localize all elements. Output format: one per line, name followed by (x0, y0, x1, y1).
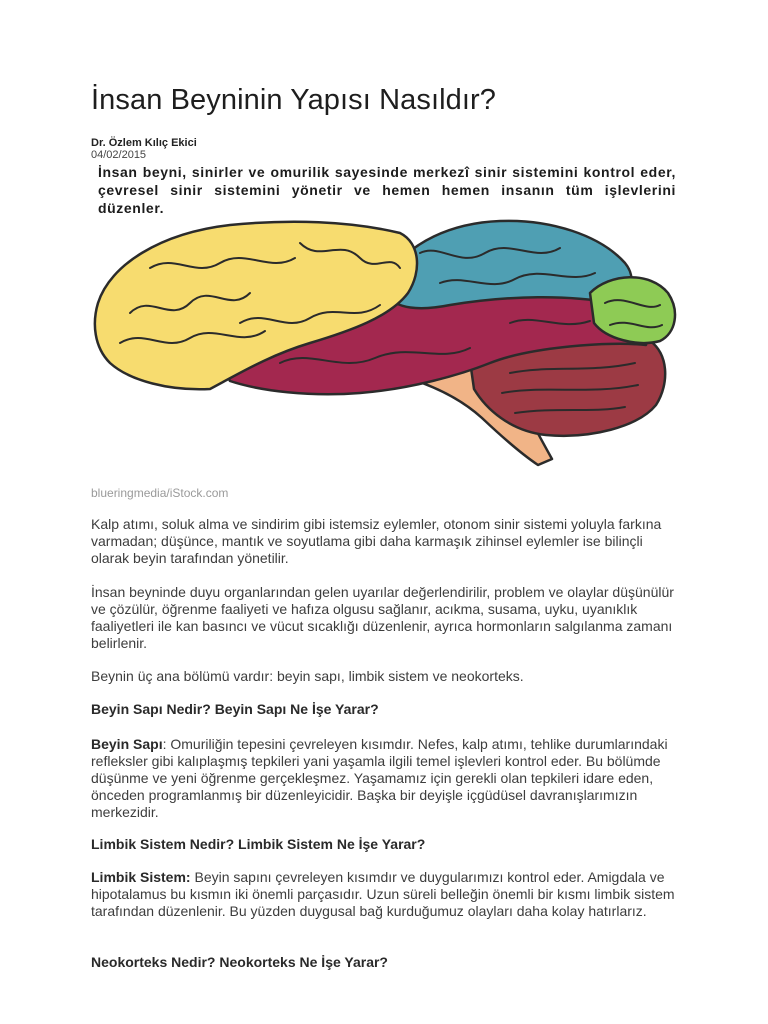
heading-neocortex: Neokorteks Nedir? Neokorteks Ne İşe Yarar? (91, 954, 388, 970)
brainstem-text: : Omuriliğin tepesini çevreleyen kısımdır. Nefes, kalp atımı, tehlike durumlarındaki refleksler gibi kalıplaşmış tepkileri yani yaşamla ilgili temel işlevleri kontrol eder. Bu bölümde düşünme ve yeni öğrenme gerçekleşmez. Yaşamamız için gerekli olan tepkileri idare eden, önceden programlanmış bir düzenleyicidir. Başka bir deyişle içgüdüsel davranışlarımızın merkezidir. (91, 736, 668, 820)
brainstem-term: Beyin Sapı (91, 736, 163, 752)
limbic-text: Beyin sapını çevreleyen kısımdır ve duygularımızı kontrol eder. Amigdala ve hipotalamus bu kısmın iki önemli parçasıdır. Uzun süreli belleğin önemli bir kısmı limbik sistem tarafından düzenlenir. Bu yüzden duygusal bağ kurduğumuz olayları daha kolay hatırlarız. (91, 869, 675, 919)
article-title: İnsan Beyninin Yapısı Nasıldır? (91, 84, 497, 116)
paragraph-brainstem (91, 736, 681, 821)
paragraph-limbic (91, 869, 681, 920)
paragraph-1: Kalp atımı, soluk alma ve sindirim gibi istemsiz eylemler, otonom sinir sistemi yoluyla farkına varmadan; düşünce, mantık ve soyutlama gibi daha karmaşık zihinsel eylemler ise bilinçli olarak beyin tarafından yönetilir. (91, 516, 662, 566)
article-date: 04/02/2015 (91, 149, 147, 161)
paragraph-3: Beynin üç ana bölümü vardır: beyin sapı, limbik sistem ve neokorteks. (91, 668, 524, 684)
article-lead: İnsan beyni, sinirler ve omurilik sayesinde merkezî sinir sistemini kontrol eder, çevresel sinir sistemini yönetir ve hemen hemen insanın tüm işlevlerini düzenler. (98, 164, 676, 216)
brain-illustration-icon (90, 213, 678, 475)
image-credit: blueringmedia/iStock.com (91, 486, 229, 500)
article-author[interactable]: Dr. Özlem Kılıç Ekici (91, 137, 197, 149)
heading-brainstem: Beyin Sapı Nedir? Beyin Sapı Ne İşe Yarar? (91, 701, 379, 717)
limbic-term: Limbik Sistem: (91, 869, 191, 885)
paragraph-2: İnsan beyninde duyu organlarından gelen uyarılar değerlendirilir, problem ve olaylar düşünülür ve çözülür, öğrenme faaliyeti ve hafıza olgusu sağlanır, acıkma, susama, uyku, uyanıklık faaliyetleri ile kan basıncı ve vücut sıcaklığı düzenlenir, ayrıca hormonların salgılanma zamanı belirlenir. (91, 584, 674, 651)
heading-limbic: Limbik Sistem Nedir? Limbik Sistem Ne İşe Yarar? (91, 836, 426, 852)
